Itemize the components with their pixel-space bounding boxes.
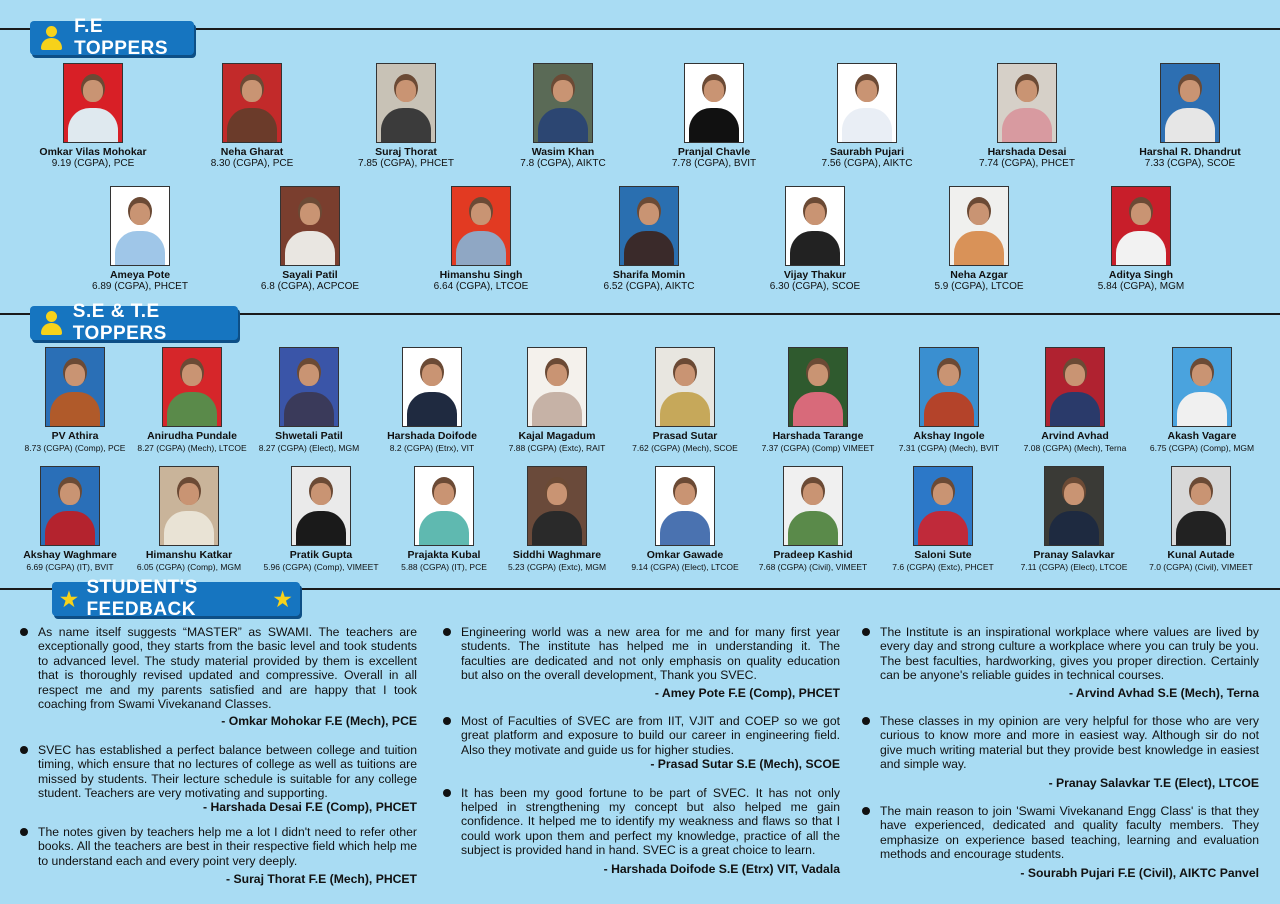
student-name: Sayali Patil <box>282 269 338 281</box>
student-photo <box>527 466 587 546</box>
feedback-item: Most of Faculties of SVEC are from IIT, VJIT and COEP so we got great platform and exposure to build our career in engineering field. Also they motivate and guide us for higher studies. <box>443 714 840 757</box>
student-name: Vijay Thakur <box>783 269 847 281</box>
student-photo <box>40 466 100 546</box>
student-score: 7.74 (CGPA), PHCET <box>979 158 1075 169</box>
student-photo <box>837 63 897 143</box>
student-photo <box>279 347 339 427</box>
feedback-author: - Omkar Mohokar F.E (Mech), PCE <box>221 714 417 729</box>
student-score: 5.23 (CGPA) (Extc), MGM <box>507 562 607 572</box>
topper-card <box>114 466 264 573</box>
student-score: 6.89 (CGPA), PHCET <box>92 281 188 292</box>
topper-card <box>488 63 638 170</box>
student-score: 5.84 (CGPA), MGM <box>1097 281 1185 292</box>
student-name: Prasad Sutar <box>652 430 718 442</box>
feedback-column-2 <box>443 625 840 876</box>
fe-toppers-banner <box>30 16 194 59</box>
feedback-author: - Prasad Sutar S.E (Mech), SCOE <box>650 757 840 772</box>
feedback-column-3 <box>862 625 1259 880</box>
student-score: 7.0 (CGPA) (Civil), VIMEET <box>1149 562 1253 572</box>
student-score: 7.68 (CGPA) (Civil), VIMEET <box>758 562 868 572</box>
student-score: 6.05 (CGPA) (Comp), MGM <box>136 562 242 572</box>
topper-card <box>235 186 385 293</box>
person-icon <box>38 309 63 337</box>
student-photo <box>788 347 848 427</box>
topper-card <box>65 186 215 293</box>
student-score: 7.56 (CGPA), AIKTC <box>821 158 913 169</box>
topper-card <box>952 63 1102 170</box>
student-score: 5.96 (CGPA) (Comp), VIMEET <box>263 562 379 572</box>
student-score: 7.85 (CGPA), PHCET <box>358 158 454 169</box>
topper-card <box>904 186 1054 293</box>
student-score: 9.14 (CGPA) (Elect), LTCOE <box>631 562 739 572</box>
topper-card <box>738 466 888 573</box>
feedback-author: - Suraj Thorat F.E (Mech), PHCET <box>226 872 417 887</box>
student-photo <box>919 347 979 427</box>
topper-card <box>574 186 724 293</box>
student-photo <box>997 63 1057 143</box>
student-photo <box>1045 347 1105 427</box>
student-score: 7.11 (CGPA) (Elect), LTCOE <box>1020 562 1128 572</box>
feedback-author: - Pranay Salavkar T.E (Elect), LTCOE <box>1048 775 1259 790</box>
topper-card <box>1066 186 1216 293</box>
se-te-toppers-banner <box>30 301 238 344</box>
student-name: Kunal Autade <box>1167 549 1235 561</box>
feedback-column-1 <box>20 625 417 887</box>
feedback-author: - Sourabh Pujari F.E (Civil), AIKTC Panvel <box>1020 865 1259 880</box>
student-name: Suraj Thorat <box>375 146 437 158</box>
student-name: Pranay Salavkar <box>1033 549 1115 561</box>
topper-card <box>331 63 481 170</box>
feedback-item: The main reason to join 'Swami Vivekanand Engg Class' is that they have experienced, dedicated and quality faculty members. They emphasize on experience based teaching, learning and evaluation methods and encourage students. <box>862 804 1259 862</box>
student-score: 9.19 (CGPA), PCE <box>51 158 135 169</box>
topper-card <box>740 186 890 293</box>
student-name: PV Athira <box>51 430 99 442</box>
student-name: Neha Gharat <box>220 146 284 158</box>
student-photo <box>1172 347 1232 427</box>
student-score: 8.30 (CGPA), PCE <box>210 158 294 169</box>
student-score: 6.52 (CGPA), AIKTC <box>603 281 695 292</box>
topper-card <box>792 63 942 170</box>
student-score: 8.27 (CGPA) (Mech), LTCOE <box>137 443 247 453</box>
star-icon: ★ <box>60 588 79 611</box>
student-photo <box>63 63 123 143</box>
student-name: Prajakta Kubal <box>407 549 481 561</box>
feedback-item: SVEC has established a perfect balance between college and tuition timing, which ensure that no lectures of college as well as tuitions are missed by students. Their lecture schedule is suitable for any college student. Teachers are very motivating and supporting. <box>20 743 417 801</box>
student-photo <box>45 347 105 427</box>
student-name: Saloni Sute <box>914 549 972 561</box>
student-score: 5.88 (CGPA) (IT), PCE <box>401 562 487 572</box>
student-photo <box>159 466 219 546</box>
student-photo <box>110 186 170 266</box>
student-photo <box>414 466 474 546</box>
student-score: 7.78 (CGPA), BVIT <box>671 158 757 169</box>
student-photo <box>1160 63 1220 143</box>
student-name: Saurabh Pujari <box>829 146 905 158</box>
topper-card <box>639 63 789 170</box>
student-photo <box>402 347 462 427</box>
feedback-author: - Arvind Avhad S.E (Mech), Terna <box>1068 685 1259 700</box>
feedback-item: The notes given by teachers help me a lot I didn't need to refer other books. All the teachers are best in their respective field which help me to understand each and every point very deeply. <box>20 825 417 868</box>
student-score: 6.69 (CGPA) (IT), BVIT <box>26 562 114 572</box>
student-photo <box>913 466 973 546</box>
feedback-item: These classes in my opinion are very helpful for those who are very curious to know more and more in easiest way. Although sir do not give much writing material but they provide best knowledge in easiest and simple way. <box>862 714 1259 772</box>
feedback-banner <box>52 577 300 620</box>
student-score: 7.88 (CGPA) (Extc), RAIT <box>508 443 606 453</box>
student-name: Akash Vagare <box>1167 430 1237 442</box>
student-score: 7.6 (CGPA) (Extc), PHCET <box>892 562 994 572</box>
topper-card <box>18 63 168 170</box>
student-photo <box>785 186 845 266</box>
student-photo <box>783 466 843 546</box>
topper-card <box>868 466 1018 573</box>
student-photo <box>655 466 715 546</box>
student-name: Pradeep Kashid <box>773 549 853 561</box>
person-icon <box>38 24 64 52</box>
topper-card <box>1127 347 1277 454</box>
student-photo <box>1111 186 1171 266</box>
student-name: Kajal Magadum <box>518 430 596 442</box>
student-score: 6.30 (CGPA), SCOE <box>769 281 861 292</box>
fe-toppers-title: F.E TOPPERS <box>74 16 169 59</box>
feedback-title: STUDENT'S FEEDBACK <box>86 577 198 620</box>
topper-card <box>743 347 893 454</box>
feedback-author: - Harshada Desai F.E (Comp), PHCET <box>203 800 417 815</box>
feedback-author: - Harshada Doifode S.E (Etrx) VIT, Vadala <box>603 861 840 876</box>
student-name: Sharifa Momin <box>612 269 686 281</box>
student-name: Wasim Khan <box>531 146 595 158</box>
student-photo <box>1044 466 1104 546</box>
student-photo <box>533 63 593 143</box>
student-name: Himanshu Singh <box>439 269 523 281</box>
feedback-item: As name itself suggests “MASTER” as SWAMI. The teachers are exceptionally good, they starts from the basic level and took students to advanced level. The study material provided by them is excellent that is thoroughly revised updated and compressive. Overall in all respect me and my parents satisfied and are happy that I took coaching from Swami Vivekanand Classes. <box>20 625 417 711</box>
student-name: Arvind Avhad <box>1041 430 1109 442</box>
student-name: Harshada Doifode <box>387 430 477 442</box>
student-photo <box>162 347 222 427</box>
student-score: 8.2 (CGPA) (Etrx), VIT <box>389 443 475 453</box>
student-score: 6.8 (CGPA), ACPCOE <box>260 281 360 292</box>
student-score: 7.31 (CGPA) (Mech), BVIT <box>898 443 1000 453</box>
topper-card <box>177 63 327 170</box>
student-score: 6.64 (CGPA), LTCOE <box>433 281 529 292</box>
student-score: 8.73 (CGPA) (Comp), PCE <box>24 443 126 453</box>
student-name: Aditya Singh <box>1108 269 1174 281</box>
student-name: Anirudha Pundale <box>147 430 237 442</box>
se-te-toppers-title: S.E & T.E TOPPERS <box>72 301 167 344</box>
student-name: Omkar Gawade <box>646 549 724 561</box>
student-photo <box>527 347 587 427</box>
student-photo <box>684 63 744 143</box>
student-score: 7.08 (CGPA) (Mech), Terna <box>1023 443 1127 453</box>
star-icon: ★ <box>273 588 292 611</box>
student-photo <box>222 63 282 143</box>
student-photo <box>376 63 436 143</box>
topper-card <box>1126 466 1276 573</box>
student-name: Siddhi Waghmare <box>512 549 602 561</box>
student-score: 8.27 (CGPA) (Elect), MGM <box>258 443 360 453</box>
topper-card <box>406 186 556 293</box>
student-name: Pratik Gupta <box>289 549 353 561</box>
student-score: 7.33 (CGPA), SCOE <box>1144 158 1236 169</box>
feedback-author: - Amey Pote F.E (Comp), PHCET <box>654 685 840 700</box>
student-name: Harshada Desai <box>987 146 1067 158</box>
student-score: 7.62 (CGPA) (Mech), SCOE <box>632 443 738 453</box>
student-name: Omkar Vilas Mohokar <box>39 146 147 158</box>
student-score: 6.75 (CGPA) (Comp), MGM <box>1149 443 1255 453</box>
student-photo <box>291 466 351 546</box>
student-name: Harshal R. Dhandrut <box>1139 146 1241 158</box>
student-name: Neha Azgar <box>950 269 1008 281</box>
student-photo <box>451 186 511 266</box>
feedback-item: The Institute is an inspirational workplace where values are lived by every day and strong culture a workplace where you can truly be you. The best faculties, hardworking, gives you proper direction. Certainly can be anyone's reliable guides in technical courses. <box>862 625 1259 683</box>
student-name: Shwetali Patil <box>275 430 343 442</box>
topper-card <box>1115 63 1265 170</box>
student-photo <box>1171 466 1231 546</box>
student-name: Akshay Ingole <box>913 430 985 442</box>
student-score: 7.8 (CGPA), AIKTC <box>520 158 606 169</box>
student-name: Akshay Waghmare <box>23 549 117 561</box>
student-score: 5.9 (CGPA), LTCOE <box>934 281 1024 292</box>
student-name: Pranjal Chavle <box>677 146 751 158</box>
student-photo <box>949 186 1009 266</box>
student-score: 7.37 (CGPA) (Comp) VIMEET <box>761 443 875 453</box>
student-name: Harshada Tarange <box>772 430 864 442</box>
feedback-item: Engineering world was a new area for me and for many first year students. The institute has helped me in understanding it. The faculties are dedicated and not only emphasis on quality education but also on the overall development, Thank you SVEC. <box>443 625 840 683</box>
topper-card <box>610 347 760 454</box>
student-photo <box>619 186 679 266</box>
student-photo <box>280 186 340 266</box>
feedback-item: It has been my good fortune to be part of SVEC. It has not only helped in strengthening my concept but also helped me gain confidence. It helped me to identify my weakness and flaws so that I could work upon them and perfect my knowledge, practice of all the subject is provided hand in hand. SVEC is a great choice to learn. <box>443 786 840 858</box>
student-name: Ameya Pote <box>109 269 171 281</box>
student-photo <box>655 347 715 427</box>
student-name: Himanshu Katkar <box>145 549 233 561</box>
